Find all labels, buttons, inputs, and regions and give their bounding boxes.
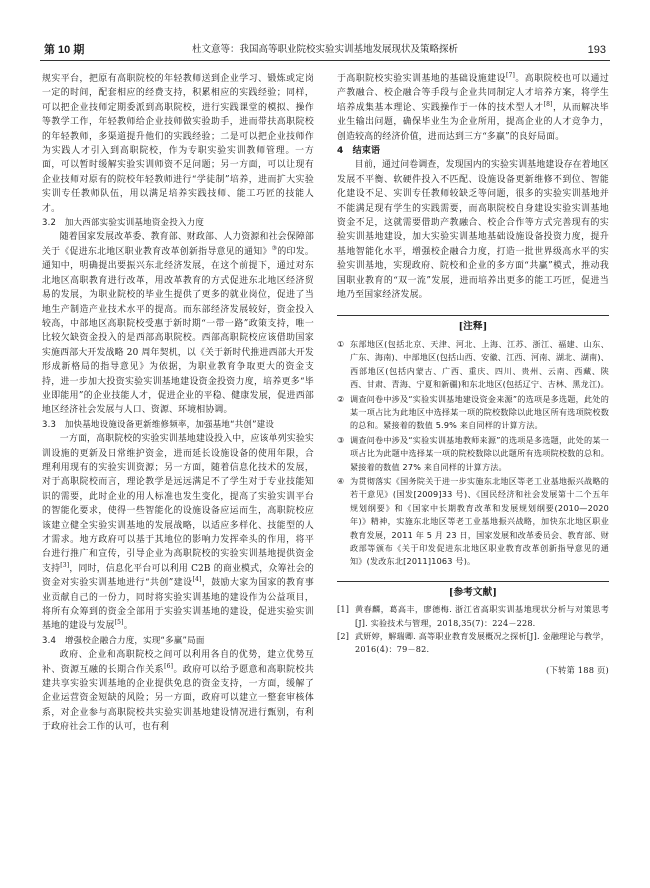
reference-item: [2] 武妍婷，解瑞卿. 高等职业教育发展概况之探析[J]. 金融理论与教学，2016(4)：79－82. [337,631,609,655]
note-item: ④ 为贯彻落实《国务院关于进一步实施东北地区等老工业基地振兴战略的若干意见》(国发[2009]33 号)、《国民经济和社会发展第十二个五年规划纲要》和《国家中长期教育改革和发展规划纲要(2010—2020 年)》精神，实施东北地区等老工业基地振兴战略，加快东北地区职业教育发展，2011 年 5 月 23 日，国家发展和改革委员会、教育部、财政部等颁布《关于印发促进东北地区职业教育改革创新指导意见的通知》(发改东北[2011]1063 号)。 [337,475,609,567]
note-item: ① 东部地区(包括北京、天津、河北、上海、江苏、浙江、福建、山东、广东、海南)、中部地区(包括山西、安徽、江西、河南、湖北、湖南)、西部地区(包括内蒙古、广西、重庆、四川、贵州、云南、西藏、陕西、甘肃、青海、宁夏和新疆)和东北地区(包括辽宁、吉林、黑龙江)。 [337,338,609,390]
citation-ref[interactable]: [3] [60,561,70,569]
citation-ref[interactable]: [7] [506,72,516,79]
paragraph-conclusion: 目前，通过问卷调查，发现国内的实验实训基地建设存在着地区发展不平衡、软硬件投入不匹配、设施设备更新维修不到位、智能化建设不足、实训专任教师较缺乏等问题，很多的实验实训基地并不能满足现有学生的实践需要，而高职院校自身建设实验实训基地资金不足，这就需要借助产教融合、校企合作等方式完善现有的实验实训基地建设，加大实验实训基地基础设施设备投资力度，提升基地智能化水平，增强校企融合力度，打造一批世界级高水平的实验实训基地，实现政府、院校和企业的多方面“共赢”模式，推动我国职业教育的“双一流”发展，进而培养出更多的能工巧匠，促进当地乃至国家经济发展。 [337,160,609,301]
continued-on-page: (下转第 188 页) [546,664,609,675]
footnote-ref[interactable]: ③ [271,244,278,252]
right-column [337,72,609,677]
left-column [42,72,314,735]
paragraph-integration-cont: 于高职院校实验实训基地的基础设施建设[7]。高职院校也可以通过产教融合、校企融合等手段与企业共同制定人才培养方案，将学生培养成集基本理论、实践操作于一体的技术型人才[8]，从而解决毕业生输出问题，确保毕业生为企业所用，提高企业的人才竞争力，创造较高的经济价值，进而达到三方“多赢”的良好局面。 [337,72,610,142]
paragraph-integration: 政府、企业和高职院校之间可以利用各自的优势，建立优势互补、资源互融的长期合作关系[6]。政府可以给予愿意和高职院校共建共享实验实训基地的企业提供免息的资金支持，一方面，缓解了企业运营资金短缺的风险；另一方面，政府可以建立一整套审核体系，对企业参与高职院校共实验实训基地建设情况进行甄别，有利于政府社会工作的认可，也有利 [42,650,314,733]
running-header [40,40,610,61]
citation-ref[interactable]: [4] [192,576,202,584]
section-3-3-heading: 3.3 加快基地设施设备更新维修频率，加强基地“共创”建设 [42,419,275,430]
note-item: ② 调查问卷中涉及“实验实训基地建设资金来源”的选项是多选题，此处的某一项占比为此地区中选择某一项的院校数除以此地区所有选项院校数的总和。紧接着的数值 5.9% 来自同样的计算方法。 [337,393,609,431]
running-title: 杜文意等：我国高等职业院校实验实训基地发展现状及策略探析 [191,44,458,55]
notes-list [337,338,609,569]
paragraph-teachers: 规实平台，把原有高职院校的年轻教师送到企业学习、锻炼或定岗一定的时间，配套相应的经费支持，积累相应的实践经验；同样，可以把企业技师定期委派到高职院校，进行实践课堂的模拟、操作等教学工作，年轻教师给企业技师做实验助手，进而带扶高职院校的年轻教师，多渠道提升他们的实践经验；二是可以把企业技师作为实践人才引入到高职院校，作为专职实验实训教师管理。一方面，可以暂时缓解实验实训师资不足问题；另一方面，可以让现有企业技师对原有的院校年轻教师进行“学徒制”培养，进而扩大实验实训专任教师队伍，用以满足培养实践技师、能工巧匠的技能人才。 [42,74,314,214]
reference-item: [1] 黄春麟，葛高丰，廖德梅. 浙江省高职实训基地现状分析与对策思考[J]. 实验技术与管理，2018,35(7)：224－228. [337,604,609,628]
citation-ref[interactable]: [8] [543,100,553,108]
note-item: ③ 调查问卷中涉及“实验实训基地教师来源”的选项是多选题，此处的某一项占比为此题中选择某一项的院校数除以此题所有选项院校数的总和。紧接着的数值 27% 来自同样的计算方法。 [337,434,609,472]
citation-ref[interactable]: [6] [164,662,174,670]
section-3-2-heading: 3.2 加大西部实验实训基地资金投入力度 [42,218,205,229]
section-3-4-heading: 3.4 增强校企融合力度，实现“多赢”局面 [42,635,205,646]
references-list [337,603,609,657]
issue-label: 第 10 期 [44,44,85,56]
notes-heading: [注释] [337,315,609,334]
references-heading: [参考文献] [337,581,609,600]
paragraph-west-funding: 随着国家发展改革委、教育部、财政部、人力资源和社会保障部关于《促进东北地区职业教育改革创新指导意见的通知》③的印发。通知中，明确提出要振兴东北经济发展，在这个前提下，通过对东北地区高职教育进行改革，用改革教育的方式促进东北地区经济贸易的发展，为职业院校的毕业生提供了更多的就业岗位，促进了当地生产制造产业技术水平的提高。而东部经济发展较好，资金投入较高，中部地区高职院校受惠于新时期“一带一路”政策支持，唯一比较欠缺资金投入的是西部高职院校。西部高职院校应该借助国家实施西部大开发战略 20 周年契机，以《关于新时代推进西部大开发形成新格局的指导意见》为依据，为职业教育争取更大的资金支持，进一步加大投资实验实训基地建设资金投资力度，培养更多“毕业即能用”的企业技能人才，促进企业的平稳、健康发展，促进西部地区经济社会发展与人口、资源、环境相协调。 [42,232,314,416]
section-4-heading: 4 结束语 [337,146,381,157]
citation-ref[interactable]: [5] [114,619,124,627]
page-number: 193 [587,44,606,56]
paragraph-equipment: 一方面，高职院校的实验实训基地建设投入中，应该单列实验实训设施的更新及日常维护资金，进而延长设施设备的使用年限，合理利用现有的实验实训资源；另一方面，随着信息化技术的发展，对于高职院校而言，理论教学是远远满足不了学生对于专业技能知识的需要，此时企业的用人标准也发生变化，提高了实验实训平台的智能化要求，使得一些智能化的设施设备应运而生，高职院校应该建立健全实验实训基地的发展战略，以适应多样化、技能型的人才需求。地方政府可以基于其地位的影响力发挥牵头的作用，将平台进行推广和宣传，引导企业为高职院校的实验实训基地提供资金支持[3]，同时，信息化平台可以利用 C2B 的商业模式，众筹社会的资金对实验实训基地进行“共创”建设[4]，鼓励大家为国家的教育事业贡献自己的一份力，同时将实验实训基地的建设作为公益项目，将所有众筹到的资金全部用于实验实训基地的建设，促进实验实训基地的建设与发展[5]。 [42,434,314,632]
